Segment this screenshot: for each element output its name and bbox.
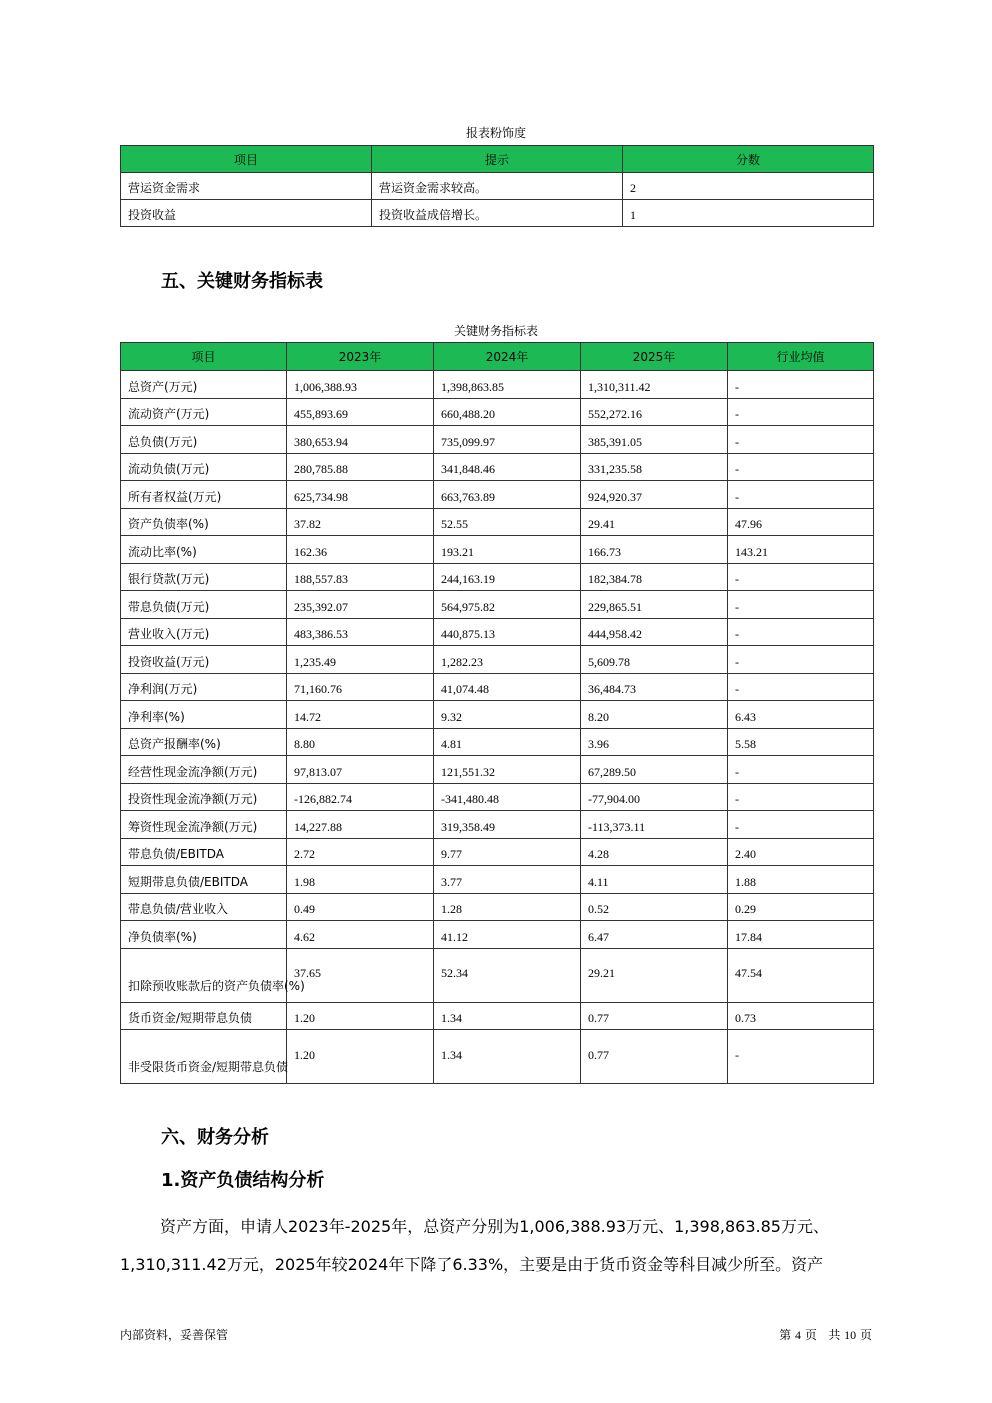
page-current: 4	[795, 1328, 802, 1342]
metric-value-cell: 1.34	[434, 1002, 581, 1030]
metric-value-cell: -	[728, 618, 874, 646]
metric-value-cell: 143.21	[728, 536, 874, 564]
metric-value-cell: 41,074.48	[434, 673, 581, 701]
metric-value-cell: 5,609.78	[581, 646, 728, 674]
metric-value-cell: 4.62	[287, 921, 434, 949]
score-table	[120, 145, 874, 227]
metric-value-cell: 0.73	[728, 1002, 874, 1030]
metric-label-cell: 扣除预收账款后的资产负债率(%)	[121, 948, 287, 1002]
metric-label-cell: 投资收益(万元)	[121, 646, 287, 674]
metric-value-cell: 2.40	[728, 838, 874, 866]
metric-value-cell: -	[728, 783, 874, 811]
page-label: 页	[859, 1328, 872, 1342]
metric-value-cell: 663,763.89	[434, 481, 581, 509]
metric-value-cell: -341,480.48	[434, 783, 581, 811]
metric-value-cell: 385,391.05	[581, 426, 728, 454]
table-row	[121, 811, 874, 839]
table-row	[121, 756, 874, 784]
table-row	[121, 173, 874, 200]
table-row	[121, 481, 874, 509]
metric-label-cell: 带息负债(万元)	[121, 591, 287, 619]
metric-value-cell: 924,920.37	[581, 481, 728, 509]
metric-label-cell: 总负债(万元)	[121, 426, 287, 454]
metric-value-cell: -126,882.74	[287, 783, 434, 811]
metric-value-cell: 47.54	[728, 948, 874, 1002]
metric-value-cell: 0.52	[581, 893, 728, 921]
metric-value-cell: -	[728, 646, 874, 674]
metric-value-cell: 4.11	[581, 866, 728, 894]
metric-value-cell: 36,484.73	[581, 673, 728, 701]
metric-value-cell: 341,848.46	[434, 453, 581, 481]
metric-label-cell: 货币资金/短期带息负债	[121, 1002, 287, 1030]
header-cell: 项目	[121, 343, 287, 371]
metric-value-cell: 182,384.78	[581, 563, 728, 591]
metric-value-cell: 440,875.13	[434, 618, 581, 646]
table-row	[121, 1030, 874, 1084]
table-row	[121, 371, 874, 399]
metric-value-cell: 1,235.49	[287, 646, 434, 674]
metric-value-cell: 14.72	[287, 701, 434, 729]
metric-value-cell: -	[728, 756, 874, 784]
metric-value-cell: 37.82	[287, 508, 434, 536]
metric-value-cell: 9.32	[434, 701, 581, 729]
metric-value-cell: 1.20	[287, 1030, 434, 1084]
footer-left: 内部资料，妥善保管	[120, 1328, 229, 1342]
metric-label-cell: 净负债率(%)	[121, 921, 287, 949]
metric-value-cell: 29.21	[581, 948, 728, 1002]
metric-value-cell: 380,653.94	[287, 426, 434, 454]
metric-label-cell: 总资产报酬率(%)	[121, 728, 287, 756]
metric-value-cell: 455,893.69	[287, 398, 434, 426]
table-row	[121, 646, 874, 674]
metric-label-cell: 资产负债率(%)	[121, 508, 287, 536]
table-row	[121, 398, 874, 426]
analysis-paragraph: 资产方面，申请人2023年-2025年，总资产分别为1,006,388.93万元、1,398,863.85万元、1,310,311.42万元，2025年较2024年下降了6.33%，主要是由于货币资金等科目减少所至。资产	[120, 1217, 829, 1274]
section-heading: 五、关键财务指标表	[161, 271, 323, 292]
table-row	[121, 1002, 874, 1030]
metric-label-cell: 营业收入(万元)	[121, 618, 287, 646]
page-label: 页	[804, 1328, 817, 1342]
metric-value-cell: 1,282.23	[434, 646, 581, 674]
metric-value-cell: 1,006,388.93	[287, 371, 434, 399]
metric-value-cell: 235,392.07	[287, 591, 434, 619]
kpi-table-header	[121, 343, 874, 371]
table-row	[121, 200, 874, 227]
metric-value-cell: 1,398,863.85	[434, 371, 581, 399]
metric-value-cell: 52.34	[434, 948, 581, 1002]
table-row	[121, 508, 874, 536]
metric-value-cell: -	[728, 591, 874, 619]
table-row	[121, 948, 874, 1002]
metric-value-cell: 552,272.16	[581, 398, 728, 426]
metric-label-cell: 带息负债/EBITDA	[121, 838, 287, 866]
metric-label-cell: 所有者权益(万元)	[121, 481, 287, 509]
table-row	[121, 453, 874, 481]
metric-value-cell: 67,289.50	[581, 756, 728, 784]
table-row	[121, 866, 874, 894]
metric-value-cell: 121,551.32	[434, 756, 581, 784]
page-label: 共	[828, 1328, 841, 1342]
metric-value-cell: 483,386.53	[287, 618, 434, 646]
metric-value-cell: 5.58	[728, 728, 874, 756]
metric-value-cell: 1.34	[434, 1030, 581, 1084]
table-row	[121, 591, 874, 619]
metric-value-cell: -77,904.00	[581, 783, 728, 811]
metric-value-cell: 193.21	[434, 536, 581, 564]
item-cell: 投资收益	[121, 200, 372, 227]
score-table-header	[121, 146, 874, 173]
item-cell: 营运资金需求	[121, 173, 372, 200]
metric-value-cell: -	[728, 481, 874, 509]
metric-value-cell: -	[728, 426, 874, 454]
metric-value-cell: 444,958.42	[581, 618, 728, 646]
table-row	[121, 673, 874, 701]
metric-label-cell: 净利率(%)	[121, 701, 287, 729]
metric-value-cell: -	[728, 811, 874, 839]
score-cell: 1	[623, 200, 874, 227]
metric-value-cell: 3.96	[581, 728, 728, 756]
metric-label-cell: 带息负债/营业收入	[121, 893, 287, 921]
metric-label-cell: 流动资产(万元)	[121, 398, 287, 426]
score-table-caption: 报表粉饰度	[465, 126, 526, 140]
metric-value-cell: 1.20	[287, 1002, 434, 1030]
header-cell: 2023年	[287, 343, 434, 371]
metric-value-cell: 564,975.82	[434, 591, 581, 619]
metric-value-cell: 2.72	[287, 838, 434, 866]
metric-value-cell: 9.77	[434, 838, 581, 866]
metric-label-cell: 筹资性现金流净额(万元)	[121, 811, 287, 839]
metric-value-cell: 4.28	[581, 838, 728, 866]
metric-value-cell: 52.55	[434, 508, 581, 536]
header-cell: 行业均值	[728, 343, 874, 371]
hint-cell: 投资收益成倍增长。	[372, 200, 623, 227]
table-row	[121, 536, 874, 564]
table-row	[121, 783, 874, 811]
metric-value-cell: 162.36	[287, 536, 434, 564]
metric-value-cell: -	[728, 563, 874, 591]
header-cell: 提示	[372, 146, 623, 173]
metric-label-cell: 流动比率(%)	[121, 536, 287, 564]
metric-value-cell: 37.65	[287, 948, 434, 1002]
page-number	[779, 1326, 872, 1343]
metric-label-cell: 流动负债(万元)	[121, 453, 287, 481]
subsection-heading: 1.资产负债结构分析	[161, 1170, 325, 1191]
metric-value-cell: 735,099.97	[434, 426, 581, 454]
metric-value-cell: 0.77	[581, 1030, 728, 1084]
metric-value-cell: 0.49	[287, 893, 434, 921]
metric-value-cell: 331,235.58	[581, 453, 728, 481]
table-row	[121, 426, 874, 454]
metric-value-cell: 71,160.76	[287, 673, 434, 701]
metric-value-cell: 0.77	[581, 1002, 728, 1030]
metric-value-cell: -	[728, 453, 874, 481]
metric-label-cell: 净利润(万元)	[121, 673, 287, 701]
metric-value-cell: 188,557.83	[287, 563, 434, 591]
metric-value-cell: -	[728, 1030, 874, 1084]
page-total: 10	[844, 1328, 857, 1342]
header-cell: 分数	[623, 146, 874, 173]
metric-value-cell: -	[728, 398, 874, 426]
table-row	[121, 563, 874, 591]
hint-cell: 营运资金需求较高。	[372, 173, 623, 200]
metric-label-cell: 总资产(万元)	[121, 371, 287, 399]
header-cell: 2024年	[434, 343, 581, 371]
metric-label-cell: 银行贷款(万元)	[121, 563, 287, 591]
kpi-table-caption: 关键财务指标表	[453, 324, 538, 338]
metric-label-cell: 经营性现金流净额(万元)	[121, 756, 287, 784]
header-cell: 2025年	[581, 343, 728, 371]
metric-value-cell: 6.43	[728, 701, 874, 729]
metric-label-cell: 短期带息负债/EBITDA	[121, 866, 287, 894]
metric-value-cell: 319,358.49	[434, 811, 581, 839]
metric-value-cell: -	[728, 673, 874, 701]
metric-value-cell: 166.73	[581, 536, 728, 564]
metric-value-cell: 3.77	[434, 866, 581, 894]
metric-value-cell: 41.12	[434, 921, 581, 949]
metric-value-cell: 229,865.51	[581, 591, 728, 619]
metric-value-cell: 4.81	[434, 728, 581, 756]
table-row	[121, 701, 874, 729]
metric-value-cell: 0.29	[728, 893, 874, 921]
metric-value-cell: 97,813.07	[287, 756, 434, 784]
metric-value-cell: 1.88	[728, 866, 874, 894]
metric-value-cell: 17.84	[728, 921, 874, 949]
table-row	[121, 728, 874, 756]
metric-value-cell: 660,488.20	[434, 398, 581, 426]
metric-value-cell: -	[728, 371, 874, 399]
metric-value-cell: 14,227.88	[287, 811, 434, 839]
metric-value-cell: -113,373.11	[581, 811, 728, 839]
section-heading: 六、财务分析	[161, 1127, 269, 1148]
table-row	[121, 838, 874, 866]
metric-value-cell: 1.98	[287, 866, 434, 894]
metric-value-cell: 1,310,311.42	[581, 371, 728, 399]
score-cell: 2	[623, 173, 874, 200]
header-cell: 项目	[121, 146, 372, 173]
metric-label-cell: 非受限货币资金/短期带息负债	[121, 1030, 287, 1084]
kpi-table	[120, 342, 874, 1084]
metric-value-cell: 29.41	[581, 508, 728, 536]
metric-value-cell: 1.28	[434, 893, 581, 921]
page-label: 第	[779, 1328, 792, 1342]
metric-value-cell: 244,163.19	[434, 563, 581, 591]
metric-value-cell: 6.47	[581, 921, 728, 949]
table-row	[121, 921, 874, 949]
metric-value-cell: 47.96	[728, 508, 874, 536]
metric-value-cell: 8.20	[581, 701, 728, 729]
table-row	[121, 893, 874, 921]
metric-value-cell: 625,734.98	[287, 481, 434, 509]
metric-value-cell: 8.80	[287, 728, 434, 756]
table-row	[121, 618, 874, 646]
metric-label-cell: 投资性现金流净额(万元)	[121, 783, 287, 811]
metric-value-cell: 280,785.88	[287, 453, 434, 481]
